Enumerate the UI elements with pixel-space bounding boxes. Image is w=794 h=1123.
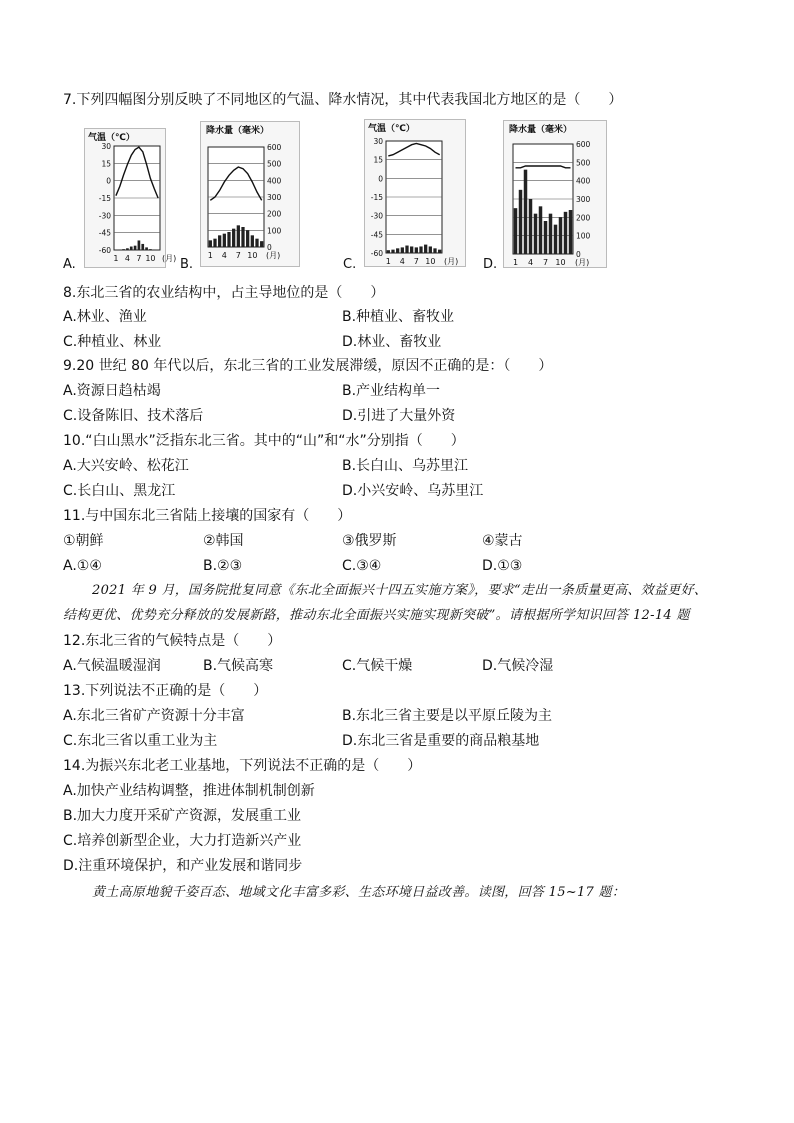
precipitation-bar xyxy=(419,246,422,253)
chart-title: 降水量（毫米） xyxy=(509,125,573,135)
precipitation-bar xyxy=(539,206,543,254)
precipitation-bar xyxy=(524,170,528,254)
q8-option-c[interactable]: C.种植业、林业 xyxy=(63,334,162,350)
y-tick-label: -15 xyxy=(370,193,383,202)
x-tick-label: 1 xyxy=(385,257,391,266)
y-tick-label: 30 xyxy=(373,137,383,146)
q9-option-b[interactable]: B.产业结构单一 xyxy=(342,383,441,399)
precipitation-bar xyxy=(241,227,244,247)
precipitation-bar xyxy=(387,250,390,253)
x-tick-label: 7 xyxy=(542,258,549,267)
q10-stem: 10.“白山黑水”泛指东北三省。其中的“山”和“水”分别指（ ） xyxy=(63,433,465,449)
climate-chart-b xyxy=(200,121,300,267)
x-tick-label: 4 xyxy=(527,258,534,267)
precipitation-bar xyxy=(391,250,394,253)
x-tick-label: 7 xyxy=(413,257,419,266)
precipitation-bar xyxy=(255,239,258,247)
x-tick-label: 4 xyxy=(124,254,130,263)
x-tick-label: (月) xyxy=(444,257,459,266)
y-tick-label: 400 xyxy=(576,176,591,186)
x-tick-label: (月) xyxy=(162,254,177,263)
y-tick-label: -30 xyxy=(98,211,111,221)
x-tick-label: 1 xyxy=(512,258,519,267)
q14-option-c[interactable]: C.培养创新型企业，大力打造新兴产业 xyxy=(63,833,302,849)
climate-chart-d xyxy=(503,120,607,268)
q7-option-d-label: D. xyxy=(483,257,498,272)
y-tick-label: 600 xyxy=(267,143,282,152)
precipitation-bar xyxy=(559,217,563,254)
precipitation-bar xyxy=(153,249,156,250)
precipitation-bar xyxy=(544,221,548,254)
precipitation-bar xyxy=(218,235,221,247)
x-tick-label: 10 xyxy=(555,258,566,267)
q7-option-a-label: A. xyxy=(63,257,76,272)
y-tick-label: 100 xyxy=(267,226,282,236)
precipitation-bar xyxy=(410,246,413,253)
y-tick-label: 300 xyxy=(267,193,282,202)
q12-option-a[interactable]: A.气候温暖湿润 xyxy=(63,658,161,674)
q13-stem: 13.下列说法不正确的是（ ） xyxy=(63,683,268,699)
y-tick-label: 200 xyxy=(267,209,282,219)
precipitation-bar xyxy=(246,230,249,247)
precipitation-bar xyxy=(529,199,533,254)
q10-option-d[interactable]: D.小兴安岭、乌苏里江 xyxy=(342,483,484,499)
x-tick-label: 4 xyxy=(399,257,405,266)
q7-stem: 7.下列四幅图分别反映了不同地区的气温、降水情况，其中代表我国北方地区的是（ ） xyxy=(63,92,623,108)
precipitation-bar xyxy=(260,241,263,247)
precipitation-bar xyxy=(149,249,152,250)
intro-15-17: 黄土高原地貌千姿百态、地域文化丰富多彩、生态环境日益改善。读图，回答 15~17 题： xyxy=(92,885,626,900)
q13-option-d[interactable]: D.东北三省是重要的商品粮基地 xyxy=(342,733,540,749)
x-tick-label: 7 xyxy=(136,254,142,263)
climate-chart-a xyxy=(84,128,177,268)
q14-stem: 14.为振兴东北老工业基地，下列说法不正确的是（ ） xyxy=(63,758,422,774)
y-tick-label: -60 xyxy=(98,246,111,255)
precipitation-bar xyxy=(227,232,230,247)
precipitation-bar xyxy=(433,248,436,253)
precipitation-bar xyxy=(118,249,121,250)
x-tick-label: 7 xyxy=(235,251,241,260)
precipitation-bar xyxy=(415,247,418,253)
q14-option-b[interactable]: B.加大力度开采矿产资源，发展重工业 xyxy=(63,808,302,824)
q13-option-c[interactable]: C.东北三省以重工业为主 xyxy=(63,733,218,749)
chart-title: 降水量（毫米） xyxy=(206,126,270,136)
precipitation-bar xyxy=(424,245,427,253)
q13-option-b[interactable]: B.东北三省主要是以平原丘陵为主 xyxy=(342,708,553,724)
precipitation-bar xyxy=(237,225,240,247)
precipitation-bar xyxy=(405,246,408,253)
y-tick-label: 500 xyxy=(267,159,282,169)
x-tick-label: 1 xyxy=(113,254,119,263)
y-tick-label: 100 xyxy=(576,231,591,241)
q13-option-a[interactable]: A.东北三省矿产资源十分丰富 xyxy=(63,708,245,724)
q11-choice-4: ④蒙古 xyxy=(482,533,523,549)
x-tick-label: (月) xyxy=(266,251,281,260)
q11-option-d[interactable]: D.①③ xyxy=(482,558,523,574)
x-tick-label: (月) xyxy=(575,258,590,267)
q7-option-b-label: B. xyxy=(180,257,194,272)
precipitation-bar xyxy=(554,225,558,254)
y-tick-label: 0 xyxy=(267,243,272,252)
x-tick-label: 1 xyxy=(207,251,213,260)
climate-chart-c xyxy=(364,119,466,267)
y-tick-label: -30 xyxy=(370,211,383,221)
q7-option-c-label: C. xyxy=(343,257,357,272)
q12-option-d[interactable]: D.气候冷湿 xyxy=(482,658,554,674)
precipitation-bar xyxy=(396,248,399,253)
q8-option-a[interactable]: A.林业、渔业 xyxy=(63,309,147,325)
precipitation-bar xyxy=(232,229,235,247)
y-tick-label: -45 xyxy=(98,228,111,238)
y-tick-label: 30 xyxy=(101,142,111,151)
q12-stem: 12.东北三省的气候特点是（ ） xyxy=(63,633,282,649)
y-tick-label: 200 xyxy=(576,213,591,223)
precipitation-bar xyxy=(549,214,553,254)
precipitation-bar xyxy=(519,190,523,254)
q8-option-b[interactable]: B.种植业、畜牧业 xyxy=(342,309,455,325)
x-tick-label: 10 xyxy=(145,254,156,263)
q11-stem: 11.与中国东北三省陆上接壤的国家有（ ） xyxy=(63,508,352,524)
precipitation-bar xyxy=(122,249,125,250)
y-tick-label: 300 xyxy=(576,195,591,204)
y-tick-label: -60 xyxy=(370,249,383,258)
y-tick-label: -15 xyxy=(98,194,111,203)
precipitation-bar xyxy=(569,210,573,254)
y-tick-label: 0 xyxy=(378,174,383,184)
precipitation-bar xyxy=(438,250,441,253)
precipitation-bar xyxy=(213,239,216,247)
precipitation-bar xyxy=(534,214,538,254)
y-tick-label: 0 xyxy=(576,250,581,259)
chart-title: 气温（℃） xyxy=(88,133,135,143)
y-tick-label: 600 xyxy=(576,140,591,149)
precipitation-bar xyxy=(223,234,226,247)
q11-option-b[interactable]: B.②③ xyxy=(203,558,243,574)
q7-chart-d xyxy=(503,120,607,268)
x-tick-label: 4 xyxy=(221,251,227,260)
precipitation-bar xyxy=(145,247,148,250)
precipitation-bar xyxy=(134,246,137,250)
intro-12-14-line1: 2021 年 9 月，国务院批复同意《东北全面振兴十四五实施方案》，要求“走出一条质量更高、效益更好、 xyxy=(92,583,708,598)
q11-option-a[interactable]: A.①④ xyxy=(63,558,102,574)
q7-chart-b xyxy=(200,121,300,267)
q9-option-c[interactable]: C.设备陈旧、技术落后 xyxy=(63,408,204,424)
q12-option-c[interactable]: C.气候干燥 xyxy=(342,658,413,674)
q14-option-d[interactable]: D.注重环境保护，和产业发展和谐同步 xyxy=(63,858,303,874)
q10-option-a[interactable]: A.大兴安岭、松花江 xyxy=(63,458,189,474)
precipitation-bar xyxy=(251,235,254,247)
q9-stem: 9.20 世纪 80 年代以后，东北三省的工业发展滞缓，原因不正确的是：（ ） xyxy=(63,358,553,374)
q11-option-c[interactable]: C.③④ xyxy=(342,558,382,574)
q9-option-d[interactable]: D.引进了大量外资 xyxy=(342,408,456,424)
q8-option-d[interactable]: D.林业、畜牧业 xyxy=(342,334,442,350)
precipitation-bar xyxy=(141,244,144,250)
y-tick-label: 15 xyxy=(373,155,383,165)
y-tick-label: 0 xyxy=(106,176,111,186)
precipitation-bar xyxy=(564,212,568,254)
y-tick-label: 15 xyxy=(101,159,111,169)
precipitation-bar xyxy=(130,247,133,250)
q11-choice-3: ③俄罗斯 xyxy=(342,533,397,549)
q12-option-b[interactable]: B.气候高寒 xyxy=(203,658,274,674)
q11-choice-2: ②韩国 xyxy=(203,533,244,549)
q11-choice-1: ①朝鲜 xyxy=(63,533,104,549)
q10-option-c[interactable]: C.长白山、黑龙江 xyxy=(63,483,176,499)
q7-chart-a xyxy=(84,128,177,268)
precipitation-bar xyxy=(514,208,518,254)
precipitation-bar xyxy=(401,247,404,253)
precipitation-bar xyxy=(126,248,129,250)
y-tick-label: 400 xyxy=(267,176,282,186)
chart-title: 气温（℃） xyxy=(368,124,415,134)
y-tick-label: 500 xyxy=(576,158,591,168)
precipitation-bar xyxy=(209,240,212,247)
intro-12-14-line2: 结构更优、优势充分释放的发展新路，推动东北全面振兴实施实现新突破”。请根据所学知识回答 12-14 题 xyxy=(63,608,690,623)
q9-option-a[interactable]: A.资源日趋枯竭 xyxy=(63,383,161,399)
precipitation-bar xyxy=(429,246,432,253)
q10-option-b[interactable]: B.长白山、乌苏里江 xyxy=(342,458,469,474)
y-tick-label: -45 xyxy=(370,230,383,240)
x-tick-label: 10 xyxy=(247,251,258,260)
x-tick-label: 10 xyxy=(425,257,436,266)
q14-option-a[interactable]: A.加快产业结构调整，推进体制机制创新 xyxy=(63,783,315,799)
q7-chart-c xyxy=(364,119,466,267)
precipitation-bar xyxy=(138,240,141,250)
q8-stem: 8.东北三省的农业结构中，占主导地位的是（ ） xyxy=(63,285,385,301)
